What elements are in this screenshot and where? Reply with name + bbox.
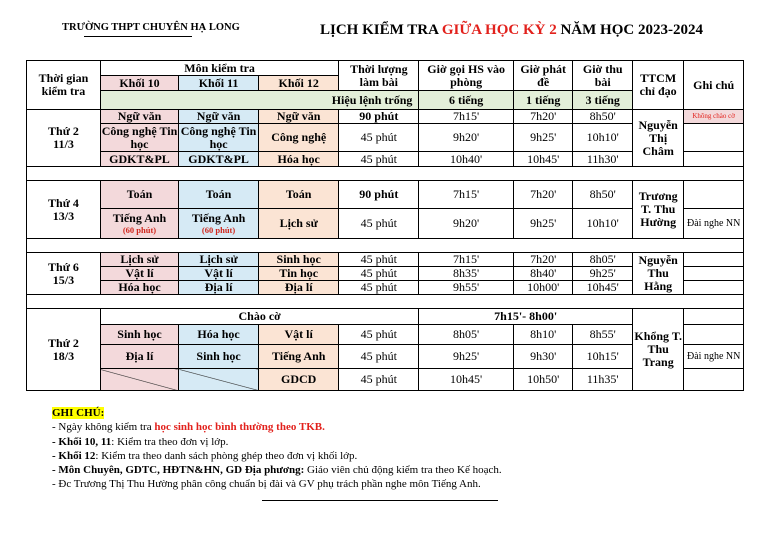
collect-time: 10h45' bbox=[573, 281, 633, 295]
ttcm-name: Nguyễn Thu Hằng bbox=[633, 253, 684, 295]
duration-cell: 90 phút bbox=[339, 181, 419, 209]
duration-subnote: (60 phút) bbox=[201, 225, 236, 235]
subject-grade-12: Địa lí bbox=[259, 281, 339, 295]
call-time: 8h35' bbox=[419, 267, 514, 281]
notes-section bbox=[52, 406, 502, 492]
empty-slash-cell bbox=[100, 369, 178, 391]
subject-grade-10: Toán bbox=[100, 181, 178, 209]
subject-grade-11: Ngữ văn bbox=[179, 110, 259, 124]
subject-grade-10: Hóa học bbox=[100, 281, 178, 295]
subject-grade-10: Công nghệ Tin học bbox=[101, 123, 178, 151]
duration-cell: 45 phút bbox=[339, 281, 419, 295]
note-cell bbox=[684, 181, 744, 209]
collect-time: 8h55' bbox=[573, 325, 633, 345]
row-separator bbox=[27, 239, 744, 253]
note-cell bbox=[684, 309, 744, 325]
collect-time: 10h15' bbox=[573, 345, 633, 369]
subject-grade-11: GDKT&PL bbox=[179, 152, 259, 167]
header-ttcm: TTCM chỉ đạo bbox=[633, 61, 684, 110]
row-separator bbox=[27, 295, 744, 309]
subject-grade-11: Hóa học bbox=[179, 325, 259, 345]
note-cell bbox=[684, 281, 744, 295]
header-issue: Giờ phát đề bbox=[513, 61, 573, 91]
note-cell: Đài nghe NN bbox=[684, 209, 744, 239]
subject-grade-12: Công nghệ bbox=[259, 124, 339, 152]
call-time: 10h40' bbox=[419, 152, 514, 167]
note-cell: Đài nghe NN bbox=[684, 345, 744, 369]
subject-grade-11: Vật lí bbox=[179, 267, 259, 281]
header-duration: Thời lượng làm bài bbox=[339, 61, 419, 91]
empty-slash-cell bbox=[179, 369, 259, 391]
day-cell: Thứ 6 15/3 bbox=[27, 253, 101, 295]
collect-time: 10h10' bbox=[573, 209, 633, 239]
issue-time: 9h25' bbox=[513, 124, 573, 152]
note-line: - Khối 10, 11: Kiểm tra theo đơn vị lớp. bbox=[52, 435, 229, 448]
call-time: 10h45' bbox=[419, 369, 514, 391]
title-part-3: NĂM HỌC 2023-2024 bbox=[556, 22, 703, 38]
note-cell bbox=[684, 253, 744, 267]
bell-collect: 3 tiếng bbox=[573, 91, 633, 110]
document-title bbox=[320, 22, 703, 39]
issue-time: 7h20' bbox=[513, 110, 573, 124]
header-note: Ghi chú bbox=[684, 61, 744, 110]
collect-time: 8h50' bbox=[573, 181, 633, 209]
bell-call: 6 tiếng bbox=[419, 91, 514, 110]
duration-cell: 45 phút bbox=[339, 345, 419, 369]
subject-grade-10: Địa lí bbox=[100, 345, 178, 369]
ttcm-name: Khổng T. Thu Trang bbox=[633, 309, 684, 391]
header-call: Giờ gọi HS vào phòng bbox=[419, 61, 514, 91]
subject-grade-12: Tin học bbox=[259, 267, 339, 281]
issue-time: 9h25' bbox=[513, 209, 573, 239]
subject-grade-11: Tiếng Anh (60 phút) bbox=[179, 209, 259, 239]
duration-cell: 90 phút bbox=[339, 110, 419, 124]
subject-grade-10: Ngữ văn bbox=[100, 110, 178, 124]
subject-grade-12: Vật lí bbox=[259, 325, 339, 345]
title-part-1: LỊCH KIỂM TRA bbox=[320, 22, 442, 38]
call-time: 7h15' bbox=[419, 110, 514, 124]
header-collect: Giờ thu bài bbox=[573, 61, 633, 91]
collect-time: 11h35' bbox=[573, 369, 633, 391]
header-subject: Môn kiểm tra bbox=[100, 61, 338, 76]
note-line: - Đc Trương Thị Thu Hường phân công chuẩn bị đài và GV phụ trách phần nghe môn Tiếng Anh. bbox=[52, 478, 481, 491]
subject-grade-10: GDKT&PL bbox=[100, 152, 178, 167]
bell-issue: 1 tiếng bbox=[513, 91, 573, 110]
subject-grade-12: Sinh học bbox=[259, 253, 339, 267]
duration-cell: 45 phút bbox=[339, 209, 419, 239]
exam-schedule-table bbox=[26, 60, 744, 391]
note-cell bbox=[684, 325, 744, 345]
duration-cell: 45 phút bbox=[339, 325, 419, 345]
day-cell: Thứ 4 13/3 bbox=[27, 181, 101, 239]
header-grade-11: Khối 11 bbox=[179, 76, 259, 91]
issue-time: 7h20' bbox=[513, 181, 573, 209]
call-time: 9h20' bbox=[419, 209, 514, 239]
note-cell bbox=[684, 152, 744, 167]
subject-grade-11: Lịch sử bbox=[179, 253, 259, 267]
collect-time: 9h25' bbox=[573, 267, 633, 281]
ttcm-name: Trương T. Thu Hường bbox=[633, 181, 684, 239]
collect-time: 8h05' bbox=[573, 253, 633, 267]
header-bell-signal: Hiệu lệnh trống bbox=[100, 91, 418, 110]
duration-cell: 45 phút bbox=[339, 152, 419, 167]
call-time: 7h15' bbox=[419, 181, 514, 209]
issue-time: 10h45' bbox=[513, 152, 573, 167]
call-time: 8h05' bbox=[419, 325, 514, 345]
call-time: 9h20' bbox=[419, 124, 514, 152]
note-cell bbox=[684, 124, 744, 152]
header-grade-10: Khối 10 bbox=[100, 76, 178, 91]
subject-grade-10: Lịch sử bbox=[100, 253, 178, 267]
duration-cell: 45 phút bbox=[339, 369, 419, 391]
note-line: - Môn Chuyên, GDTC, HĐTN&HN, GD Địa phương: Giáo viên chủ động kiểm tra theo Kế hoạch. bbox=[52, 464, 502, 477]
note-cell: Không chào cờ bbox=[684, 110, 744, 124]
subject-grade-10: Vật lí bbox=[100, 267, 178, 281]
subject-grade-11: Địa lí bbox=[179, 281, 259, 295]
day-cell: Thứ 2 18/3 bbox=[27, 309, 101, 391]
day-cell: Thứ 2 11/3 bbox=[27, 110, 101, 167]
subject-grade-12: Ngữ văn bbox=[259, 110, 339, 124]
collect-time: 10h10' bbox=[573, 124, 633, 152]
call-time: 9h55' bbox=[419, 281, 514, 295]
issue-time: 10h00' bbox=[513, 281, 573, 295]
row-separator bbox=[27, 167, 744, 181]
duration-cell: 45 phút bbox=[339, 267, 419, 281]
end-divider bbox=[262, 500, 498, 501]
school-name: TRƯỜNG THPT CHUYÊN HẠ LONG bbox=[62, 22, 240, 33]
subject-grade-10: Tiếng Anh (60 phút) bbox=[100, 209, 178, 239]
issue-time: 8h10' bbox=[513, 325, 573, 345]
flag-ceremony-time: 7h15'- 8h00' bbox=[419, 309, 633, 325]
note-line: - Khối 12: Kiểm tra theo danh sách phòng ghép theo đơn vị khối lớp. bbox=[52, 449, 358, 462]
duration-cell: 45 phút bbox=[339, 124, 419, 152]
issue-time: 7h20' bbox=[513, 253, 573, 267]
issue-time: 10h50' bbox=[513, 369, 573, 391]
duration-cell: 45 phút bbox=[339, 253, 419, 267]
subject-grade-12: GDCD bbox=[259, 369, 339, 391]
subject-grade-11: Sinh học bbox=[179, 345, 259, 369]
call-time: 9h25' bbox=[419, 345, 514, 369]
subject-grade-12: Lịch sử bbox=[259, 209, 339, 239]
header-grade-12: Khối 12 bbox=[259, 76, 339, 91]
subject-grade-10: Sinh học bbox=[100, 325, 178, 345]
title-part-2: GIỮA HỌC KỲ 2 bbox=[441, 22, 557, 38]
flag-ceremony: Chào cờ bbox=[100, 309, 418, 325]
issue-time: 9h30' bbox=[513, 345, 573, 369]
collect-time: 8h50' bbox=[573, 110, 633, 124]
issue-time: 8h40' bbox=[513, 267, 573, 281]
ttcm-name: Nguyễn Thị Châm bbox=[633, 110, 684, 167]
note-cell bbox=[684, 267, 744, 281]
subject-grade-12: Tiếng Anh bbox=[259, 345, 339, 369]
header-time: Thời gian kiểm tra bbox=[27, 61, 101, 110]
subject-grade-11: Toán bbox=[179, 181, 259, 209]
collect-time: 11h30' bbox=[573, 152, 633, 167]
subject-grade-11: Công nghệ Tin học bbox=[179, 124, 259, 152]
duration-subnote: (60 phút) bbox=[122, 225, 157, 235]
subject-grade-12: Hóa học bbox=[259, 152, 339, 167]
note-line: - Ngày không kiểm tra học sinh học bình thường theo TKB. bbox=[52, 421, 325, 434]
note-cell bbox=[684, 369, 744, 391]
school-underline bbox=[84, 36, 192, 37]
subject-grade-12: Toán bbox=[259, 181, 339, 209]
notes-heading: GHI CHÚ: bbox=[52, 407, 105, 419]
call-time: 7h15' bbox=[419, 253, 514, 267]
